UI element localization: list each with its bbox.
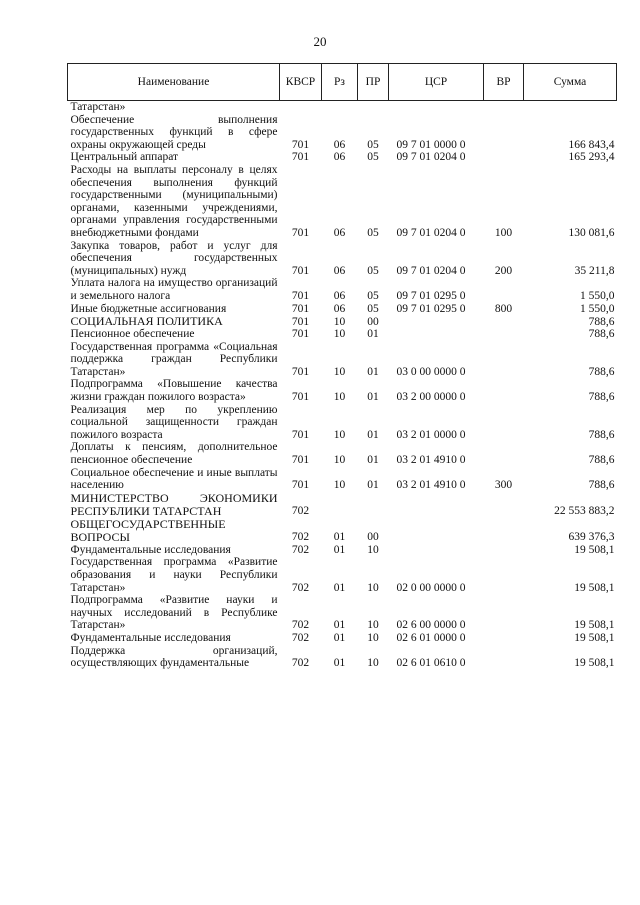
header-name: Наименование <box>68 64 280 101</box>
cell-vr: 300 <box>494 479 513 492</box>
cell-sum: 788,6 <box>588 454 615 467</box>
cell-vr <box>484 315 524 328</box>
cell-rz: 01 <box>333 657 346 670</box>
cell-name: Иные бюджетные ассигнования <box>70 302 227 315</box>
cell-pr: 01 <box>367 328 379 341</box>
cell-sum: 165 293,4 <box>568 151 615 164</box>
cell-pr <box>358 492 389 518</box>
table-row <box>68 101 617 114</box>
table-row <box>68 114 617 152</box>
cell-rz: 10 <box>333 428 346 441</box>
cell-pr: 01 <box>367 391 379 404</box>
cell-pr: 10 <box>367 619 379 632</box>
cell-name: Подпрограмма «Развитие науки и научных исследований в Республике Татарстан» <box>70 594 278 632</box>
cell-sum: 130 081,6 <box>568 226 615 239</box>
cell-rz: 10 <box>333 454 346 467</box>
cell-csr: 02 0 00 0000 0 <box>396 581 466 594</box>
table-body <box>68 101 617 670</box>
cell-kvsr: 702 <box>291 657 310 670</box>
header-csr: ЦСР <box>389 64 484 101</box>
cell-vr <box>484 492 524 518</box>
cell-rz: 06 <box>333 138 346 151</box>
cell-csr: 02 6 01 0000 0 <box>396 631 466 644</box>
cell-pr: 05 <box>367 226 379 239</box>
cell-csr: 09 7 01 0295 0 <box>396 302 466 315</box>
cell-vr <box>484 378 524 403</box>
cell-kvsr: 702 <box>291 619 310 632</box>
cell-vr <box>484 556 524 594</box>
cell-name: Обеспечение выполнения государственных функций в сфере охраны окружающей среды <box>70 113 278 151</box>
cell-pr: 01 <box>367 365 379 378</box>
cell-rz: 06 <box>333 226 346 239</box>
header-rz: Рз <box>322 64 358 101</box>
cell-vr <box>484 114 524 152</box>
cell-pr: 10 <box>367 631 379 644</box>
budget-table <box>67 63 617 670</box>
cell-sum: 166 843,4 <box>568 138 615 151</box>
cell-rz: 06 <box>333 151 346 164</box>
table-row <box>68 328 617 341</box>
cell-kvsr: 701 <box>291 428 310 441</box>
cell-csr: 02 6 01 0610 0 <box>396 657 466 670</box>
cell-name: Пенсионное обеспечение <box>70 328 195 341</box>
cell-csr <box>389 328 484 341</box>
cell-rz: 06 <box>333 302 346 315</box>
cell-vr <box>484 594 524 632</box>
table-row <box>68 467 617 492</box>
cell-name: Фундаментальные исследования <box>70 543 231 556</box>
cell-kvsr: 702 <box>291 531 310 544</box>
cell-vr: 800 <box>494 302 513 315</box>
cell-rz <box>322 101 358 114</box>
cell-name: Расходы на выплаты персоналу в целях обеспечения выполнения функций государственными (муниципальными) органами, казенными учреждениями, органами управления государственными внебюджетными фондами <box>70 163 278 239</box>
cell-csr: 03 2 01 4910 0 <box>396 479 466 492</box>
cell-vr <box>484 404 524 442</box>
cell-name: Фундаментальные исследования <box>70 631 231 644</box>
cell-kvsr: 701 <box>291 302 310 315</box>
cell-kvsr: 701 <box>291 454 310 467</box>
cell-csr <box>389 492 484 518</box>
cell-sum: 1 550,0 <box>580 289 615 302</box>
table-row <box>68 404 617 442</box>
cell-name: МИНИСТЕРСТВО ЭКОНОМИКИ РЕСПУБЛИКИ ТАТАРСТАН <box>70 490 278 518</box>
cell-sum: 22 553 883,2 <box>554 505 615 518</box>
cell-csr: 09 7 01 0295 0 <box>396 289 466 302</box>
cell-csr: 03 0 00 0000 0 <box>396 365 466 378</box>
cell-sum: 19 508,1 <box>574 543 615 556</box>
cell-sum: 19 508,1 <box>574 657 615 670</box>
cell-csr: 09 7 01 0204 0 <box>396 264 466 277</box>
cell-rz: 06 <box>333 289 346 302</box>
cell-kvsr: 701 <box>291 226 310 239</box>
cell-vr <box>484 441 524 466</box>
cell-rz: 01 <box>333 531 346 544</box>
cell-rz <box>322 492 358 518</box>
cell-sum: 788,6 <box>588 365 615 378</box>
cell-rz: 10 <box>333 391 346 404</box>
cell-kvsr: 702 <box>291 505 310 518</box>
cell-vr <box>484 632 524 645</box>
cell-kvsr: 701 <box>291 151 310 164</box>
cell-sum: 788,6 <box>588 328 615 341</box>
cell-pr: 10 <box>367 657 379 670</box>
cell-name: ОБЩЕГОСУДАРСТВЕННЫЕ ВОПРОСЫ <box>70 516 226 544</box>
cell-kvsr: 701 <box>291 264 310 277</box>
cell-pr: 01 <box>367 454 379 467</box>
page-number: 20 <box>313 34 327 49</box>
cell-vr <box>484 101 524 114</box>
cell-kvsr: 702 <box>291 631 310 644</box>
cell-pr: 05 <box>367 151 379 164</box>
header-vr: ВР <box>484 64 524 101</box>
cell-vr <box>484 341 524 379</box>
cell-rz: 10 <box>333 328 346 341</box>
cell-name: Государственная программа «Социальная поддержка граждан Республики Татарстан» <box>70 340 278 378</box>
table-row <box>68 151 617 164</box>
table-header <box>68 64 617 101</box>
cell-rz: 10 <box>333 365 346 378</box>
table-row <box>68 632 617 645</box>
cell-rz: 10 <box>333 315 346 328</box>
cell-name: Уплата налога на имущество организаций и земельного налога <box>70 277 278 302</box>
cell-sum: 1 550,0 <box>580 302 615 315</box>
cell-kvsr: 701 <box>291 138 310 151</box>
cell-pr: 10 <box>367 581 379 594</box>
cell-sum: 788,6 <box>588 391 615 404</box>
cell-name: Закупка товаров, работ и услуг для обеспечения государственных (муниципальных) нужд <box>70 239 278 277</box>
cell-csr: 03 2 01 4910 0 <box>396 454 466 467</box>
cell-pr <box>358 101 389 114</box>
table-row <box>68 556 617 594</box>
cell-kvsr: 701 <box>291 365 310 378</box>
table-row <box>68 492 617 518</box>
table-row <box>68 315 617 328</box>
cell-sum: 788,6 <box>588 315 615 328</box>
cell-name: Татарстан» <box>70 101 126 113</box>
table-row <box>68 164 617 240</box>
cell-pr: 05 <box>367 289 379 302</box>
cell-vr <box>484 328 524 341</box>
cell-vr <box>484 151 524 164</box>
cell-csr <box>389 544 484 557</box>
cell-sum: 19 508,1 <box>574 581 615 594</box>
header-sum: Сумма <box>524 64 617 101</box>
cell-csr: 03 2 01 0000 0 <box>396 428 466 441</box>
cell-kvsr: 701 <box>291 391 310 404</box>
cell-csr <box>389 315 484 328</box>
cell-pr: 01 <box>367 428 379 441</box>
cell-rz: 01 <box>333 543 346 556</box>
cell-sum: 19 508,1 <box>574 619 615 632</box>
cell-rz: 10 <box>333 479 346 492</box>
table-row <box>68 378 617 403</box>
cell-name: Государственная программа «Развитие образования и науки Республики Татарстан» <box>70 556 278 594</box>
cell-rz: 01 <box>333 619 346 632</box>
cell-pr: 10 <box>367 543 379 556</box>
cell-kvsr: 701 <box>291 328 310 341</box>
table-row <box>68 518 617 544</box>
cell-sum: 19 508,1 <box>574 631 615 644</box>
cell-pr: 00 <box>367 315 379 328</box>
cell-kvsr: 702 <box>291 543 310 556</box>
table-row <box>68 441 617 466</box>
cell-pr: 05 <box>367 264 379 277</box>
cell-csr <box>389 518 484 544</box>
cell-pr: 05 <box>367 138 379 151</box>
cell-sum: 639 376,3 <box>568 531 615 544</box>
cell-csr: 03 2 00 0000 0 <box>396 391 466 404</box>
cell-sum: 788,6 <box>588 428 615 441</box>
cell-kvsr: 702 <box>291 581 310 594</box>
table-row <box>68 594 617 632</box>
header-row <box>68 64 617 101</box>
cell-csr <box>389 101 484 114</box>
cell-vr: 100 <box>494 226 513 239</box>
cell-name: Поддержка организаций, осуществляющих фундаментальные <box>70 644 278 670</box>
cell-vr <box>484 544 524 557</box>
table-row <box>68 645 617 670</box>
cell-pr: 00 <box>367 531 379 544</box>
cell-vr <box>484 277 524 302</box>
cell-vr <box>484 645 524 670</box>
cell-name: СОЦИАЛЬНАЯ ПОЛИТИКА <box>70 314 223 329</box>
header-pr: ПР <box>358 64 389 101</box>
cell-name: Реализация мер по укреплению социальной защищенности граждан пожилого возраста <box>70 403 278 441</box>
cell-vr <box>484 518 524 544</box>
cell-name: Доплаты к пенсиям, дополнительное пенсионное обеспечение <box>70 441 278 467</box>
table-row <box>68 277 617 302</box>
cell-rz: 01 <box>333 631 346 644</box>
cell-kvsr: 701 <box>291 479 310 492</box>
cell-name: Центральный аппарат <box>70 151 179 164</box>
table-row <box>68 341 617 379</box>
table-row <box>68 544 617 557</box>
cell-csr: 09 7 01 0204 0 <box>396 151 466 164</box>
cell-rz: 06 <box>333 264 346 277</box>
cell-pr: 01 <box>367 479 379 492</box>
cell-kvsr <box>280 101 322 114</box>
header-kvsr: КВСР <box>280 64 322 101</box>
table-row <box>68 240 617 278</box>
cell-sum <box>524 101 617 114</box>
cell-name: Подпрограмма «Повышение качества жизни граждан пожилого возраста» <box>70 378 278 404</box>
cell-csr: 09 7 01 0000 0 <box>396 138 466 151</box>
cell-pr: 05 <box>367 302 379 315</box>
cell-sum: 788,6 <box>588 479 615 492</box>
cell-sum: 35 211,8 <box>574 264 615 277</box>
cell-csr: 09 7 01 0204 0 <box>396 226 466 239</box>
cell-rz: 01 <box>333 581 346 594</box>
cell-vr: 200 <box>494 264 513 277</box>
cell-name: Социальное обеспечение и иные выплаты населению <box>70 466 278 492</box>
cell-kvsr: 701 <box>291 315 310 328</box>
cell-kvsr: 701 <box>291 289 310 302</box>
cell-csr: 02 6 00 0000 0 <box>396 619 466 632</box>
